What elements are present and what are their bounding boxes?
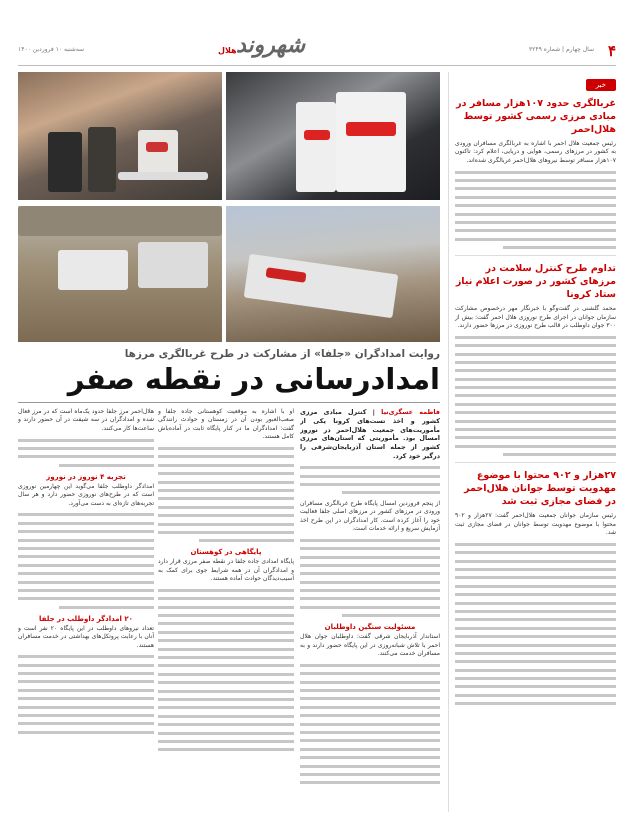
sidebar-story-2-title: تداوم طرح کنترل سلامت در مرزهای کشور در صورت اعلام نیاز ستاد کرونا	[455, 263, 616, 301]
text-lines	[18, 655, 154, 734]
sidebar-story-1-text: رئیس جمعیت هلال احمر با اشاره به غربالگری مسافران ورودی به کشور در مرزهای رسمی، هوایی و دریایی، اعلام کرد: تاکنون ۱۰۷هزار مسافر توسط نیروهای هلال‌احمر غربالگری شده‌اند.	[455, 140, 616, 164]
column-2-text-2: پایگاه امدادی جاده جلفا در نقطه صفر مرزی قرار دارد و امدادگران آن در همه شرایط جوی برای کمک به آسیب‌دیدگان حوادث آماده هستند.	[158, 558, 294, 583]
newspaper-logo	[218, 34, 328, 60]
article-column-2	[158, 408, 294, 808]
subheading-4: ۲۰ امدادگر داوطلب در جلفا	[39, 614, 133, 623]
column-3-text-3: تعداد نیروهای داوطلب در این پایگاه ۲۰ نفر است و آنان با رعایت پروتکل‌های بهداشتی در خدمت مسافران هستند.	[18, 624, 154, 649]
photo-collage	[18, 72, 440, 342]
page-header	[18, 32, 616, 66]
article-headline: امدادرسانی در نقطه صفر	[67, 362, 440, 396]
column-3-text-2: امدادگر داوطلب جلفا می‌گوید این چهارمین نوروزی است که در طرح‌های نوروزی حضور دارد و هر سال تجربه‌های تازه‌ای به دست می‌آورد.	[18, 482, 154, 507]
photo-rescue-crash	[226, 72, 440, 200]
subheading-2: پایگاهی در کوهستان	[190, 548, 262, 557]
photo-screening-desk	[18, 72, 222, 200]
subheading-3: تجربه ۴ نوروز در نوروز	[46, 472, 126, 481]
text-lines	[158, 447, 294, 542]
subheading-1: مسئولیت سنگین داوطلبان	[324, 623, 416, 632]
logo-name: شهروند	[236, 32, 306, 58]
divider	[455, 462, 616, 463]
text-lines	[455, 543, 616, 705]
article-kicker: روایت امدادگران «جلفا» از مشارکت در طرح غربالگری مرزها	[124, 348, 440, 360]
news-sidebar	[448, 72, 616, 812]
article-column-3	[18, 408, 154, 808]
text-lines	[18, 513, 154, 608]
text-lines	[18, 439, 154, 467]
text-lines	[455, 336, 616, 456]
text-lines	[455, 171, 616, 250]
logo-brand: هلال	[218, 46, 237, 55]
divider	[455, 255, 616, 256]
column-1-text: از پنجم فروردین امسال پایگاه طرح غربالگری مسافران ورودی در مرزهای کشور در مرزهای اصلی جلفا فعالیت خود را آغاز کرده است. کار امدادگران در این طرح اخذ آزمایش سریع و ارائه خدمات است.	[300, 499, 440, 532]
article-column-1	[300, 408, 440, 808]
lead-text: | کنترل مبادی مرزی کشور و اخذ تست‌های کرونا یکی از مأموریت‌های جمعیت هلال‌احمر در نوروز امسال بود. مأموریتی که استان‌های مرزی کشور از جمله استان آذربایجان‌شرقی را درگیر خود کرد.	[300, 408, 440, 460]
column-2-text: او با اشاره به موقعیت کوهستانی جاده جلفا و صعب‌العبور بودن آن در زمستان و حوادث رانندگی گفت: امدادگران ما در کنار پایگاه ثابت در آماده‌باش کامل هستند.	[158, 408, 294, 441]
issue-info: سال چهارم | شماره ۳۲۴۹	[528, 46, 594, 53]
photo-crashed-cars	[18, 206, 222, 342]
article-lead	[300, 408, 440, 461]
sidebar-story-1-title: غربالگری حدود ۱۰۷هزار مسافر در مبادی مرزی رسمی کشور توسط هلال‌احمر	[456, 98, 616, 135]
text-lines	[300, 466, 440, 494]
column-1-text-2: استاندار آذربایجان شرقی گفت: داوطلبان جوان هلال احمر با تلاش شبانه‌روزی در این پایگاه حضور دارند و به مسافران خدمت می‌کنند.	[300, 633, 440, 658]
news-badge: خبر	[586, 79, 616, 91]
issue-date: سه‌شنبه ۱۰ فروردین ۱۴۰۰	[18, 46, 85, 53]
author-name: فاطمه عسگری‌نیا	[381, 408, 440, 416]
sidebar-story-3-text: رئیس سازمان جوانان جمعیت هلال‌احمر گفت: ۲۷هزار و ۹۰۲ محتوا با موضوع مهدویت توسط جوانان در فضای مجازی ثبت شد.	[455, 512, 616, 537]
text-lines	[300, 664, 440, 784]
photo-overturned-truck	[226, 206, 440, 342]
text-lines	[158, 589, 294, 751]
page-number: ۴	[607, 42, 616, 60]
divider	[18, 402, 440, 403]
sidebar-story-3-title: ۲۷هزار و ۹۰۲ محتوا با موضوع مهدویت توسط جوانان هلال‌احمر در فضای مجازی ثبت شد	[464, 470, 616, 508]
sidebar-story-2-text: محمد گلشنی در گفت‌وگو با خبرنگار مهر درخصوص مشارکت سازمان جوانان در اجرای طرح نوروزی هلال احمر گفت: بیش از ۳۰۰ جوان داوطلب در قالب طرح نوروزی در مرزها حضور دارند.	[455, 305, 616, 329]
column-3-text: هلال‌احمر مرز جلفا حدود یک‌ماه است که در مرز فعال شده و امدادگران در سه شیفت در آن حضور دارند و ساعت‌ها کار می‌کنند.	[18, 408, 154, 432]
text-lines	[300, 539, 440, 618]
